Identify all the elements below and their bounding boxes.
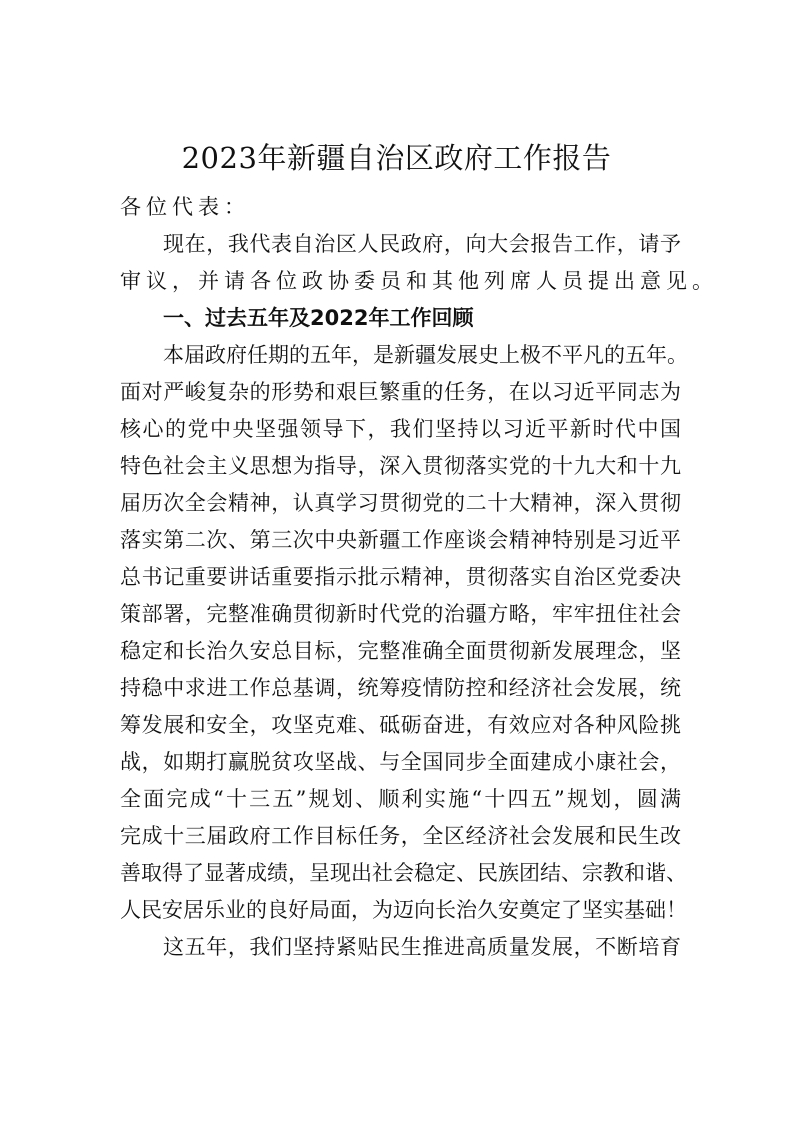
salutation: 各位代表： bbox=[120, 195, 250, 219]
paragraph-line: 人民安居乐业的良好局面，为迈向长治久安奠定了坚实基础！ bbox=[120, 898, 687, 922]
paragraph-line: 特色社会主义思想为指导，深入贯彻落实党的十九大和十九 bbox=[120, 454, 681, 478]
paragraph-line: 策部署，完整准确贯彻新时代党的治疆方略，牢牢扭住社会 bbox=[120, 602, 681, 626]
section-heading: 一、过去五年及2022年工作回顾 bbox=[163, 306, 474, 330]
paragraph-line: 审议，并请各位政协委员和其他列席人员提出意见。 bbox=[120, 269, 718, 293]
paragraph-line: 落实第二次、第三次中央新疆工作座谈会精神特别是习近平 bbox=[120, 528, 681, 552]
paragraph-line: 完成十三届政府工作目标任务，全区经济社会发展和民生改 bbox=[120, 824, 681, 848]
paragraph-line: 面对严峻复杂的形势和艰巨繁重的任务，在以习近平同志为 bbox=[120, 380, 681, 404]
paragraph-line: 届历次全会精神，认真学习贯彻党的二十大精神，深入贯彻 bbox=[120, 491, 681, 515]
paragraph-line: 本届政府任期的五年，是新疆发展史上极不平凡的五年。 bbox=[163, 343, 688, 367]
paragraph-line: 这五年，我们坚持紧贴民生推进高质量发展，不断培育 bbox=[163, 935, 681, 959]
paragraph-line: 现在，我代表自治区人民政府，向大会报告工作，请予 bbox=[163, 232, 681, 256]
document-title: 2023年新疆自治区政府工作报告 bbox=[181, 141, 612, 175]
paragraph-line: 稳定和长治久安总目标，完整准确全面贯彻新发展理念，坚 bbox=[120, 639, 681, 663]
paragraph-line: 持稳中求进工作总基调，统筹疫情防控和经济社会发展，统 bbox=[120, 676, 681, 700]
paragraph-line: 善取得了显著成绩，呈现出社会稳定、民族团结、宗教和谐、 bbox=[120, 861, 687, 885]
paragraph-line: 战，如期打赢脱贫攻坚战、与全国同步全面建成小康社会， bbox=[120, 750, 681, 774]
paragraph-line: 全面完成“十三五”规划、顺利实施“十四五”规划，圆满 bbox=[120, 787, 681, 811]
paragraph-line: 核心的党中央坚强领导下，我们坚持以习近平新时代中国 bbox=[120, 417, 681, 441]
paragraph-line: 总书记重要讲话重要指示批示精神，贯彻落实自治区党委决 bbox=[120, 565, 681, 589]
paragraph-line: 筹发展和安全，攻坚克难、砥砺奋进，有效应对各种风险挑 bbox=[120, 713, 681, 737]
